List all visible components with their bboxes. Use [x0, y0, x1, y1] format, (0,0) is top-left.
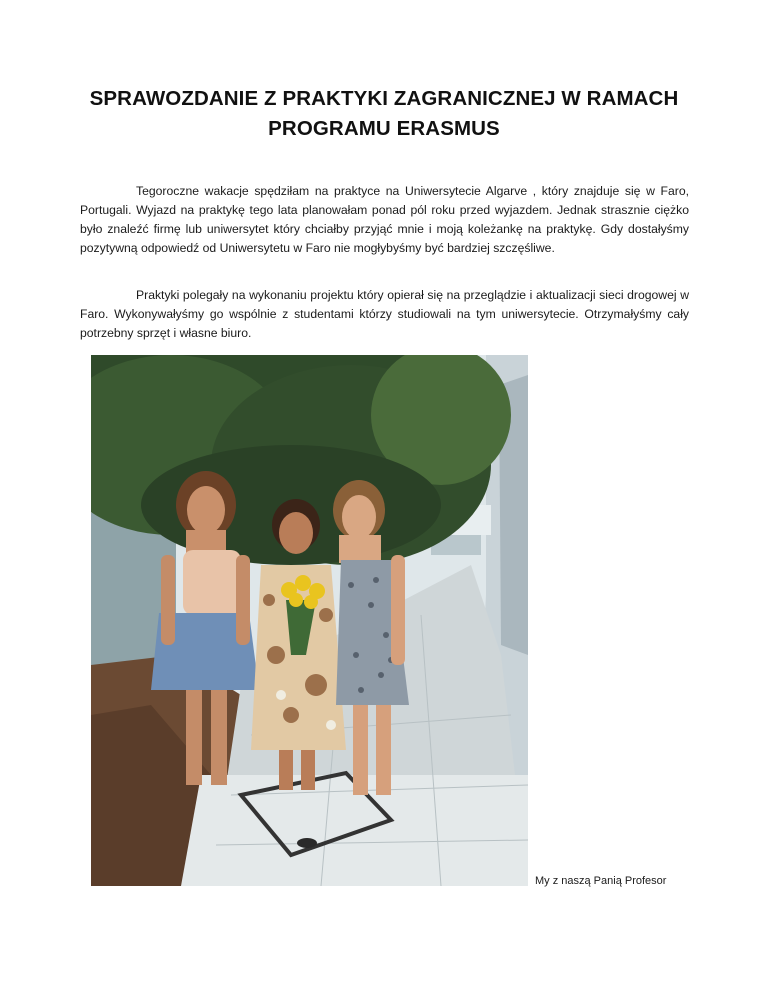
- paragraph-1: [80, 182, 689, 258]
- photo-caption: My z naszą Panią Profesor: [535, 875, 667, 887]
- title-line-2: PROGRAMU ERASMUS: [268, 117, 500, 140]
- title-line-1: SPRAWOZDANIE Z PRAKTYKI ZAGRANICZNEJ W RAMACH: [89, 87, 679, 110]
- group-photo-image: [91, 355, 528, 886]
- group-photo: [91, 355, 528, 886]
- paragraph-2-text: Praktyki polegały na wykonaniu projektu który opierał się na przeglądzie i aktualizacji sieci drogowej w Faro. Wykonywałyśmy go wspólnie z studentami którzy studiowali na tym uniwersytecie. Otrzymałyśmy cały potrzebny sprzęt i własne biuro.: [80, 288, 689, 340]
- paragraph-1-text: Tegoroczne wakacje spędziłam na praktyce na Uniwersytecie Algarve , który znajduje się w Faro, Portugali. Wyjazd na praktykę tego lata planowałam ponad pól roku przed wyjazdem. Jednak strasznie ciężko było znaleźć firmę lub uniwersytet który chciałby przyjąć mnie i moją koleżankę na praktykę. Gdy dostałyśmy pozytywną odpowiedź od Uniwersytetu w Faro nie mogłybyśmy być bardziej szczęśliwe.: [80, 184, 689, 255]
- paragraph-2: [80, 286, 689, 343]
- document-title: [60, 84, 708, 144]
